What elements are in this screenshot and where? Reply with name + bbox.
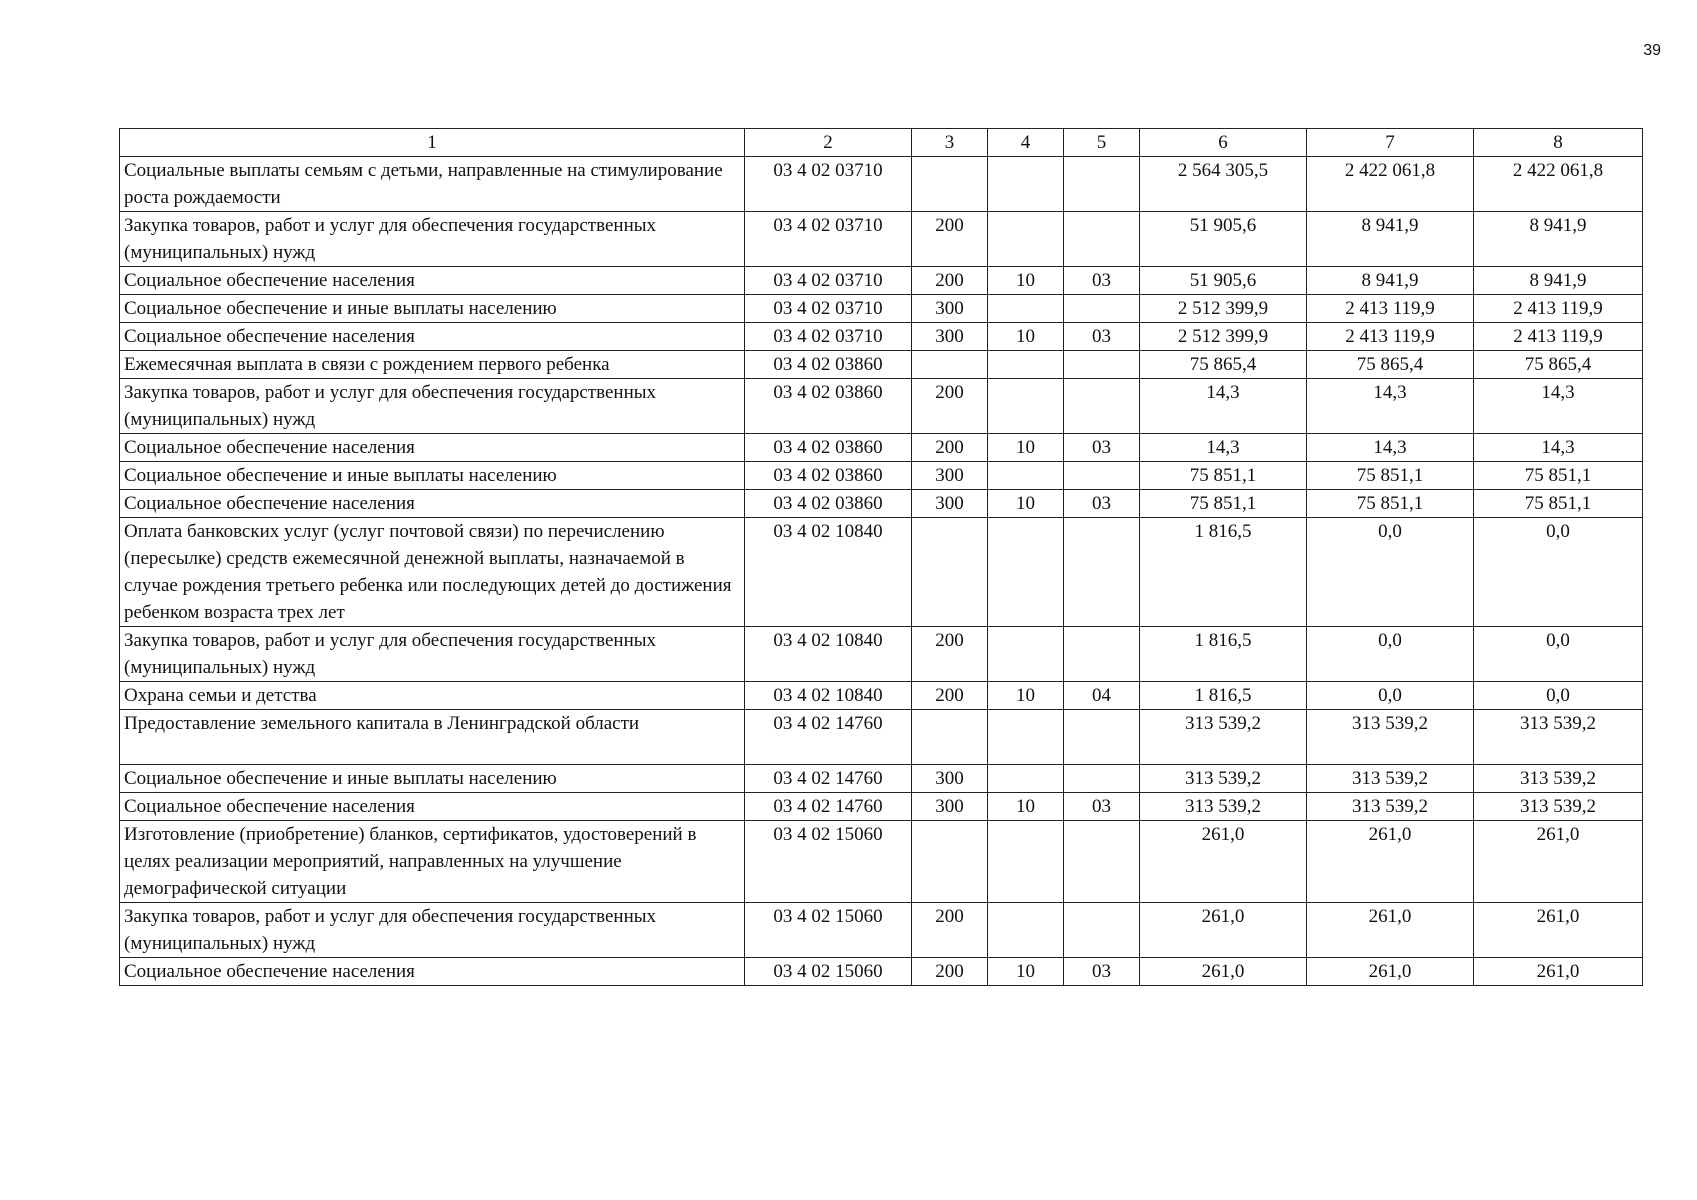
row-value-col6-cell: 261,0	[1140, 958, 1307, 986]
row-value-col6-cell: 1 816,5	[1140, 518, 1307, 627]
table-row	[120, 710, 1643, 765]
row-value-col8-cell: 75 851,1	[1474, 462, 1643, 490]
row-name-cell: Социальные выплаты семьям с детьми, направленные на стимулирование роста рождаемости	[120, 157, 745, 212]
row-section-cell	[988, 627, 1064, 682]
row-code-cell: 03 4 02 03710	[745, 295, 912, 323]
row-name-cell: Социальное обеспечение населения	[120, 434, 745, 462]
table-row	[120, 821, 1643, 903]
row-name-cell: Оплата банковских услуг (услуг почтовой связи) по перечислению (пересылке) средств ежемесячной денежной выплаты, назначаемой в случае рождения третьего ребенка или последующих детей до достижения ребенком возраста трех лет	[120, 518, 745, 627]
row-name-cell: Предоставление земельного капитала в Ленинградской области	[120, 710, 745, 765]
row-value-col7-cell: 2 413 119,9	[1307, 323, 1474, 351]
row-value-col7-cell: 0,0	[1307, 682, 1474, 710]
row-code-cell: 03 4 02 14760	[745, 765, 912, 793]
budget-table	[119, 128, 1643, 986]
row-section-cell	[988, 157, 1064, 212]
row-section-cell: 10	[988, 490, 1064, 518]
row-value-col7-cell: 75 851,1	[1307, 490, 1474, 518]
row-value-col7-cell: 313 539,2	[1307, 765, 1474, 793]
row-expense-type-cell: 300	[912, 490, 988, 518]
row-name-cell: Охрана семьи и детства	[120, 682, 745, 710]
table-row	[120, 379, 1643, 434]
row-value-col6-cell: 14,3	[1140, 379, 1307, 434]
row-subsection-cell: 04	[1064, 682, 1140, 710]
row-value-col6-cell: 2 512 399,9	[1140, 295, 1307, 323]
row-expense-type-cell: 200	[912, 903, 988, 958]
row-code-cell: 03 4 02 03860	[745, 379, 912, 434]
row-section-cell	[988, 462, 1064, 490]
row-section-cell	[988, 765, 1064, 793]
row-section-cell	[988, 821, 1064, 903]
row-name-cell: Изготовление (приобретение) бланков, сертификатов, удостоверений в целях реализации мероприятий, направленных на улучшение демографической ситуации	[120, 821, 745, 903]
table-row	[120, 958, 1643, 986]
row-value-col7-cell: 0,0	[1307, 518, 1474, 627]
row-section-cell: 10	[988, 267, 1064, 295]
row-expense-type-cell	[912, 351, 988, 379]
row-name-cell: Социальное обеспечение и иные выплаты населению	[120, 295, 745, 323]
row-code-cell: 03 4 02 10840	[745, 682, 912, 710]
row-code-cell: 03 4 02 14760	[745, 793, 912, 821]
row-value-col6-cell: 2 512 399,9	[1140, 323, 1307, 351]
row-value-col7-cell: 14,3	[1307, 379, 1474, 434]
header-cell: 5	[1064, 129, 1140, 157]
row-value-col8-cell: 2 413 119,9	[1474, 295, 1643, 323]
row-expense-type-cell: 200	[912, 434, 988, 462]
row-value-col8-cell: 313 539,2	[1474, 765, 1643, 793]
row-section-cell: 10	[988, 434, 1064, 462]
row-value-col7-cell: 0,0	[1307, 627, 1474, 682]
header-cell: 8	[1474, 129, 1643, 157]
row-value-col6-cell: 75 851,1	[1140, 490, 1307, 518]
row-section-cell: 10	[988, 958, 1064, 986]
row-value-col6-cell: 51 905,6	[1140, 212, 1307, 267]
table-row	[120, 267, 1643, 295]
row-value-col6-cell: 1 816,5	[1140, 682, 1307, 710]
row-value-col8-cell: 0,0	[1474, 682, 1643, 710]
header-cell: 7	[1307, 129, 1474, 157]
table-row	[120, 627, 1643, 682]
row-value-col7-cell: 8 941,9	[1307, 267, 1474, 295]
row-value-col8-cell: 313 539,2	[1474, 793, 1643, 821]
table-row	[120, 518, 1643, 627]
row-value-col8-cell: 14,3	[1474, 434, 1643, 462]
row-subsection-cell	[1064, 212, 1140, 267]
row-code-cell: 03 4 02 03860	[745, 462, 912, 490]
row-subsection-cell	[1064, 627, 1140, 682]
header-cell: 1	[120, 129, 745, 157]
table-row	[120, 323, 1643, 351]
header-row	[120, 129, 1643, 157]
table-row	[120, 765, 1643, 793]
row-expense-type-cell: 300	[912, 323, 988, 351]
header-cell: 3	[912, 129, 988, 157]
row-value-col6-cell: 313 539,2	[1140, 793, 1307, 821]
row-subsection-cell: 03	[1064, 490, 1140, 518]
row-value-col6-cell: 2 564 305,5	[1140, 157, 1307, 212]
row-code-cell: 03 4 02 03710	[745, 323, 912, 351]
row-expense-type-cell: 200	[912, 627, 988, 682]
row-subsection-cell: 03	[1064, 267, 1140, 295]
row-code-cell: 03 4 02 10840	[745, 627, 912, 682]
table-row	[120, 351, 1643, 379]
row-section-cell	[988, 903, 1064, 958]
row-expense-type-cell: 200	[912, 958, 988, 986]
row-section-cell	[988, 710, 1064, 765]
row-expense-type-cell: 200	[912, 212, 988, 267]
header-cell: 4	[988, 129, 1064, 157]
row-section-cell: 10	[988, 323, 1064, 351]
table-row	[120, 157, 1643, 212]
table-row	[120, 295, 1643, 323]
row-subsection-cell	[1064, 518, 1140, 627]
row-value-col8-cell: 75 865,4	[1474, 351, 1643, 379]
header-cell: 6	[1140, 129, 1307, 157]
row-value-col7-cell: 2 422 061,8	[1307, 157, 1474, 212]
row-code-cell: 03 4 02 03710	[745, 157, 912, 212]
table-body	[120, 157, 1643, 986]
row-code-cell: 03 4 02 03860	[745, 490, 912, 518]
row-value-col8-cell: 2 413 119,9	[1474, 323, 1643, 351]
row-value-col6-cell: 1 816,5	[1140, 627, 1307, 682]
table-row	[120, 462, 1643, 490]
page-number: 39	[1643, 42, 1661, 59]
row-code-cell: 03 4 02 15060	[745, 903, 912, 958]
row-subsection-cell	[1064, 710, 1140, 765]
table-row	[120, 793, 1643, 821]
row-subsection-cell	[1064, 379, 1140, 434]
row-code-cell: 03 4 02 15060	[745, 821, 912, 903]
row-expense-type-cell	[912, 157, 988, 212]
row-value-col7-cell: 261,0	[1307, 958, 1474, 986]
row-code-cell: 03 4 02 14760	[745, 710, 912, 765]
row-name-cell: Социальное обеспечение населения	[120, 267, 745, 295]
row-name-cell: Закупка товаров, работ и услуг для обеспечения государственных (муниципальных) нужд	[120, 379, 745, 434]
table-row	[120, 682, 1643, 710]
row-subsection-cell: 03	[1064, 323, 1140, 351]
row-value-col8-cell: 261,0	[1474, 958, 1643, 986]
header-cell: 2	[745, 129, 912, 157]
row-section-cell	[988, 351, 1064, 379]
row-value-col6-cell: 14,3	[1140, 434, 1307, 462]
row-value-col8-cell: 261,0	[1474, 903, 1643, 958]
row-name-cell: Ежемесячная выплата в связи с рождением первого ребенка	[120, 351, 745, 379]
row-expense-type-cell: 200	[912, 267, 988, 295]
row-expense-type-cell: 300	[912, 462, 988, 490]
row-expense-type-cell	[912, 518, 988, 627]
row-subsection-cell	[1064, 351, 1140, 379]
row-name-cell: Социальное обеспечение населения	[120, 490, 745, 518]
row-value-col7-cell: 75 851,1	[1307, 462, 1474, 490]
row-expense-type-cell: 300	[912, 793, 988, 821]
row-code-cell: 03 4 02 03860	[745, 434, 912, 462]
row-value-col6-cell: 313 539,2	[1140, 765, 1307, 793]
row-subsection-cell	[1064, 295, 1140, 323]
row-subsection-cell: 03	[1064, 793, 1140, 821]
row-expense-type-cell	[912, 821, 988, 903]
row-expense-type-cell: 200	[912, 379, 988, 434]
row-value-col7-cell: 261,0	[1307, 903, 1474, 958]
row-expense-type-cell	[912, 710, 988, 765]
row-subsection-cell	[1064, 462, 1140, 490]
row-value-col6-cell: 261,0	[1140, 903, 1307, 958]
row-expense-type-cell: 300	[912, 765, 988, 793]
row-expense-type-cell: 200	[912, 682, 988, 710]
row-expense-type-cell: 300	[912, 295, 988, 323]
row-code-cell: 03 4 02 10840	[745, 518, 912, 627]
row-value-col8-cell: 0,0	[1474, 627, 1643, 682]
row-code-cell: 03 4 02 03710	[745, 212, 912, 267]
table-row	[120, 434, 1643, 462]
row-value-col7-cell: 261,0	[1307, 821, 1474, 903]
row-section-cell	[988, 212, 1064, 267]
table-row	[120, 903, 1643, 958]
row-subsection-cell	[1064, 821, 1140, 903]
row-value-col8-cell: 2 422 061,8	[1474, 157, 1643, 212]
row-section-cell: 10	[988, 682, 1064, 710]
row-value-col7-cell: 14,3	[1307, 434, 1474, 462]
table-row	[120, 490, 1643, 518]
row-value-col8-cell: 14,3	[1474, 379, 1643, 434]
row-subsection-cell	[1064, 157, 1140, 212]
row-value-col6-cell: 75 851,1	[1140, 462, 1307, 490]
row-value-col7-cell: 75 865,4	[1307, 351, 1474, 379]
row-value-col7-cell: 8 941,9	[1307, 212, 1474, 267]
row-code-cell: 03 4 02 03710	[745, 267, 912, 295]
row-section-cell	[988, 518, 1064, 627]
row-value-col6-cell: 313 539,2	[1140, 710, 1307, 765]
row-value-col7-cell: 2 413 119,9	[1307, 295, 1474, 323]
row-value-col8-cell: 0,0	[1474, 518, 1643, 627]
row-name-cell: Социальное обеспечение и иные выплаты населению	[120, 765, 745, 793]
row-value-col8-cell: 313 539,2	[1474, 710, 1643, 765]
row-value-col6-cell: 51 905,6	[1140, 267, 1307, 295]
row-subsection-cell	[1064, 903, 1140, 958]
row-value-col8-cell: 8 941,9	[1474, 212, 1643, 267]
row-code-cell: 03 4 02 03860	[745, 351, 912, 379]
row-code-cell: 03 4 02 15060	[745, 958, 912, 986]
row-section-cell: 10	[988, 793, 1064, 821]
table-row	[120, 212, 1643, 267]
row-section-cell	[988, 295, 1064, 323]
row-value-col8-cell: 75 851,1	[1474, 490, 1643, 518]
row-value-col8-cell: 261,0	[1474, 821, 1643, 903]
row-name-cell: Социальное обеспечение населения	[120, 793, 745, 821]
row-name-cell: Закупка товаров, работ и услуг для обеспечения государственных (муниципальных) нужд	[120, 903, 745, 958]
row-name-cell: Социальное обеспечение населения	[120, 323, 745, 351]
row-value-col6-cell: 261,0	[1140, 821, 1307, 903]
row-subsection-cell	[1064, 765, 1140, 793]
row-subsection-cell: 03	[1064, 434, 1140, 462]
row-value-col6-cell: 75 865,4	[1140, 351, 1307, 379]
row-value-col7-cell: 313 539,2	[1307, 710, 1474, 765]
row-name-cell: Социальное обеспечение и иные выплаты населению	[120, 462, 745, 490]
row-name-cell: Социальное обеспечение населения	[120, 958, 745, 986]
row-name-cell: Закупка товаров, работ и услуг для обеспечения государственных (муниципальных) нужд	[120, 212, 745, 267]
row-value-col8-cell: 8 941,9	[1474, 267, 1643, 295]
row-name-cell: Закупка товаров, работ и услуг для обеспечения государственных (муниципальных) нужд	[120, 627, 745, 682]
row-value-col7-cell: 313 539,2	[1307, 793, 1474, 821]
row-subsection-cell: 03	[1064, 958, 1140, 986]
row-section-cell	[988, 379, 1064, 434]
